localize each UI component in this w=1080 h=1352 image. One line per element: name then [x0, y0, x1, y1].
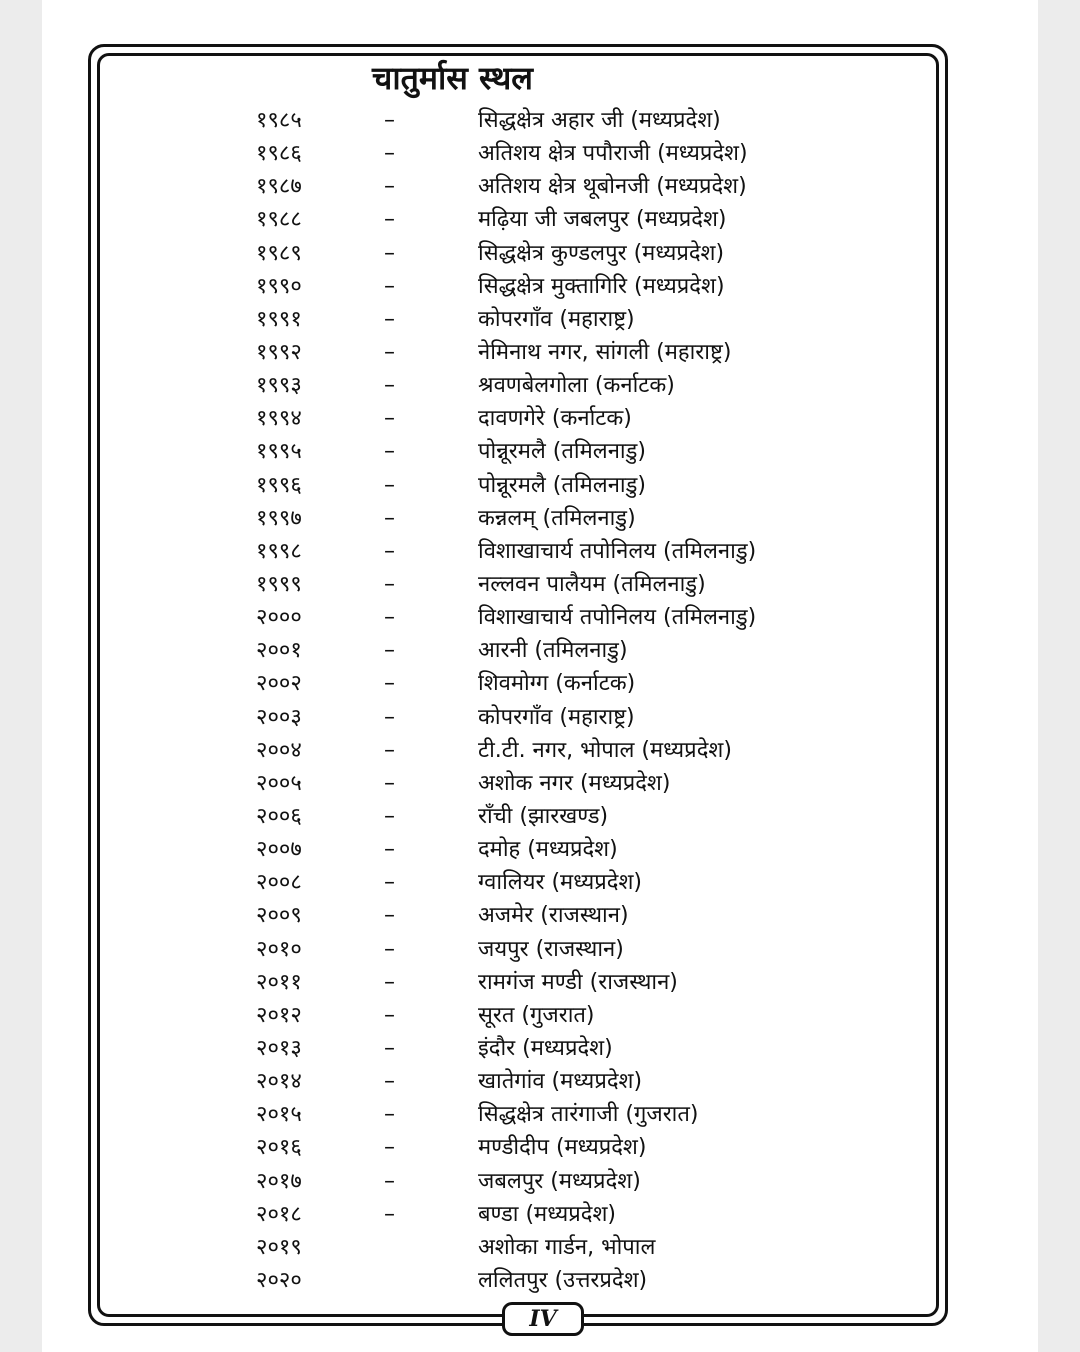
separator-dash: –: [384, 273, 395, 299]
place-name: अतिशय क्षेत्र थूबोनजी (मध्यप्रदेश): [478, 174, 747, 200]
list-item: [0, 369, 1080, 402]
year: १९८८: [256, 207, 302, 233]
place-name: सूरत (गुजरात): [478, 1002, 595, 1028]
separator-dash: –: [384, 737, 395, 763]
place-name: कोपरगाँव (महाराष्ट्र): [478, 306, 635, 332]
list-item: [0, 104, 1080, 137]
list-item: [0, 833, 1080, 866]
place-name: श्रवणबेलगोला (कर्नाटक): [478, 373, 675, 399]
year: २००७: [256, 837, 302, 863]
year: २०११: [256, 969, 302, 995]
year: २०१५: [256, 1102, 302, 1128]
list-item: [0, 701, 1080, 734]
year: १९९१: [256, 306, 302, 332]
separator-dash: –: [384, 571, 395, 597]
separator-dash: –: [384, 638, 395, 664]
place-name: मण्डीदीप (मध्यप्रदेश): [478, 1135, 647, 1161]
list-item: [0, 170, 1080, 203]
list-item: [0, 469, 1080, 502]
year: २००१: [256, 638, 302, 664]
place-name: अशोक नगर (मध्यप्रदेश): [478, 770, 671, 796]
place-name: जबलपुर (मध्यप्रदेश): [478, 1168, 641, 1194]
year: १९८७: [256, 174, 302, 200]
list-item: [0, 568, 1080, 601]
separator-dash: –: [384, 870, 395, 896]
place-name: कन्नलम् (तमिलनाडु): [478, 505, 636, 531]
place-name: रामगंज मण्डी (राजस्थान): [478, 969, 678, 995]
separator-dash: –: [384, 207, 395, 233]
year: २००४: [256, 737, 302, 763]
place-name: पोन्नूरमलै (तमिलनाडु): [478, 439, 646, 465]
separator-dash: –: [384, 472, 395, 498]
year: १९९९: [256, 571, 302, 597]
list-item: [0, 1098, 1080, 1131]
year: २०१२: [256, 1002, 302, 1028]
separator-dash: –: [384, 704, 395, 730]
list-item: [0, 1231, 1080, 1264]
list-item: [0, 237, 1080, 270]
place-name: दमोह (मध्यप्रदेश): [478, 837, 618, 863]
place-name: नल्लवन पालैयम (तमिलनाडु): [478, 571, 706, 597]
separator-dash: –: [384, 1002, 395, 1028]
place-name: सिद्धक्षेत्र अहार जी (मध्यप्रदेश): [478, 108, 721, 133]
place-name: आरनी (तमिलनाडु): [478, 638, 628, 664]
separator-dash: –: [384, 306, 395, 332]
place-name: सिद्धक्षेत्र कुण्डलपुर (मध्यप्रदेश): [478, 240, 725, 266]
list-item: [0, 435, 1080, 468]
place-name: विशाखाचार्य तपोनिलय (तमिलनाडु): [478, 605, 757, 631]
separator-dash: –: [384, 141, 395, 167]
chaturmas-list: [0, 104, 1080, 1297]
separator-dash: –: [384, 439, 395, 465]
separator-dash: –: [384, 1201, 395, 1227]
year: १९८६: [256, 141, 302, 167]
list-item: [0, 1131, 1080, 1164]
year: २०१०: [256, 936, 302, 962]
year: १९८९: [256, 240, 302, 266]
list-item: [0, 270, 1080, 303]
place-name: राँची (झारखण्ड): [478, 803, 609, 829]
list-item: [0, 303, 1080, 336]
year: २०१६: [256, 1135, 302, 1161]
page-title: चातुर्मास स्थल: [372, 59, 533, 97]
year: १९९७: [256, 505, 302, 531]
separator-dash: –: [384, 803, 395, 829]
year: १९९२: [256, 339, 302, 365]
place-name: मढ़िया जी जबलपुर (मध्यप्रदेश): [478, 207, 727, 233]
place-name: जयपुर (राजस्थान): [478, 936, 624, 962]
year: २००२: [256, 671, 302, 697]
separator-dash: –: [384, 605, 395, 631]
list-item: [0, 601, 1080, 634]
list-item: [0, 734, 1080, 767]
page-number: IV: [502, 1302, 584, 1336]
year: १९९८: [256, 538, 302, 564]
separator-dash: –: [384, 770, 395, 796]
separator-dash: –: [384, 174, 395, 200]
list-item: [0, 966, 1080, 999]
place-name: अजमेर (राजस्थान): [478, 903, 629, 929]
year: १९८५: [256, 108, 302, 133]
list-item: [0, 999, 1080, 1032]
separator-dash: –: [384, 1135, 395, 1161]
year: २०१८: [256, 1201, 302, 1227]
year: २००३: [256, 704, 302, 730]
place-name: कोपरगाँव (महाराष्ट्र): [478, 704, 635, 730]
place-name: सिद्धक्षेत्र तारंगाजी (गुजरात): [478, 1102, 699, 1128]
place-name: शिवमोग्ग (कर्नाटक): [478, 671, 636, 697]
place-name: सिद्धक्षेत्र मुक्तागिरि (मध्यप्रदेश): [478, 273, 725, 299]
list-item: [0, 667, 1080, 700]
year: १९९६: [256, 472, 302, 498]
year: २०१९: [256, 1234, 302, 1260]
list-item: [0, 800, 1080, 833]
year: २००६: [256, 803, 302, 829]
year: २०१४: [256, 1069, 302, 1095]
list-item: [0, 203, 1080, 236]
list-item: [0, 1198, 1080, 1231]
separator-dash: –: [384, 339, 395, 365]
year: २०१७: [256, 1168, 302, 1194]
list-item: [0, 336, 1080, 369]
separator-dash: –: [384, 538, 395, 564]
place-name: बण्डा (मध्यप्रदेश): [478, 1201, 616, 1227]
year: २०१३: [256, 1035, 302, 1061]
year: १९९५: [256, 439, 302, 465]
place-name: ललितपुर (उत्तरप्रदेश): [478, 1267, 648, 1293]
year: २०२०: [256, 1267, 302, 1293]
year: २००९: [256, 903, 302, 929]
list-item: [0, 634, 1080, 667]
year: १९९४: [256, 406, 302, 432]
separator-dash: –: [384, 1035, 395, 1061]
separator-dash: –: [384, 1102, 395, 1128]
year: २०००: [256, 605, 302, 631]
list-item: [0, 137, 1080, 170]
place-name: नेमिनाथ नगर, सांगली (महाराष्ट्र): [478, 339, 732, 365]
place-name: विशाखाचार्य तपोनिलय (तमिलनाडु): [478, 538, 757, 564]
list-item: [0, 1032, 1080, 1065]
list-item: [0, 1165, 1080, 1198]
separator-dash: –: [384, 837, 395, 863]
place-name: अतिशय क्षेत्र पपौराजी (मध्यप्रदेश): [478, 141, 748, 167]
separator-dash: –: [384, 1168, 395, 1194]
list-item: [0, 1065, 1080, 1098]
separator-dash: –: [384, 903, 395, 929]
separator-dash: –: [384, 108, 395, 133]
place-name: पोन्नूरमलै (तमिलनाडु): [478, 472, 646, 498]
list-item: [0, 933, 1080, 966]
list-item: [0, 899, 1080, 932]
separator-dash: –: [384, 671, 395, 697]
year: १९९०: [256, 273, 302, 299]
separator-dash: –: [384, 406, 395, 432]
year: १९९३: [256, 373, 302, 399]
place-name: ग्वालियर (मध्यप्रदेश): [478, 870, 642, 896]
list-item: [0, 535, 1080, 568]
separator-dash: –: [384, 936, 395, 962]
list-item: [0, 402, 1080, 435]
year: २००५: [256, 770, 302, 796]
place-name: अशोका गार्डन, भोपाल: [478, 1234, 656, 1260]
year: २००८: [256, 870, 302, 896]
place-name: दावणगेरे (कर्नाटक): [478, 406, 632, 432]
place-name: खातेगांव (मध्यप्रदेश): [478, 1069, 643, 1095]
separator-dash: –: [384, 373, 395, 399]
place-name: इंदौर (मध्यप्रदेश): [478, 1035, 613, 1061]
list-item: [0, 502, 1080, 535]
separator-dash: –: [384, 1069, 395, 1095]
separator-dash: –: [384, 969, 395, 995]
list-item: [0, 767, 1080, 800]
place-name: टी.टी. नगर, भोपाल (मध्यप्रदेश): [478, 737, 732, 763]
list-item: [0, 1264, 1080, 1297]
separator-dash: –: [384, 505, 395, 531]
separator-dash: –: [384, 240, 395, 266]
list-item: [0, 866, 1080, 899]
